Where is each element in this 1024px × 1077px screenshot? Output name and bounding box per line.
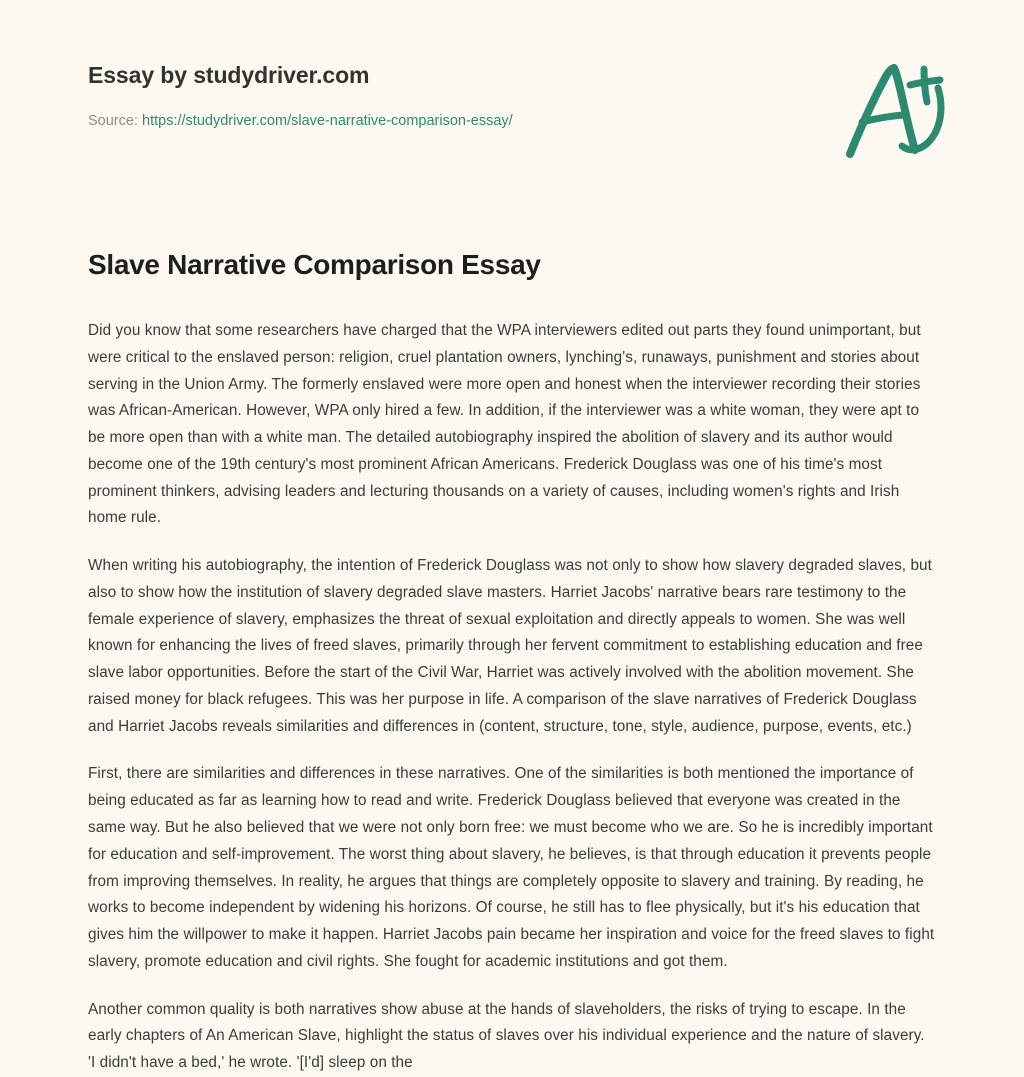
page-title: Slave Narrative Comparison Essay <box>88 249 541 280</box>
paragraph: First, there are similarities and differences in these narratives. One of the similarities is both mentioned the importance of being educated as far as learning how to read and write. Frederick Douglass believed that everyone was created in the same way. But he also believed that we were not only born free: we must become who we are. So he is incredibly important for education and self-improvement. The worst thing about slavery, he believes, is that through education it prevents people from improving themselves. In reality, he argues that things are completely opposite to slavery and training. By reading, he works to become independent by widening his horizons. Of course, he still has to flee physically, but it's his education that gives him the willpower to make it happen. Harriet Jacobs pain became her inspiration and voice for the freed slaves to fight slavery, promote education and civil rights. She fought for academic institutions and got them. <box>88 765 935 970</box>
source-url-link[interactable]: https://studydriver.com/slave-narrative-comparison-essay/ <box>142 112 513 129</box>
source-label: Source: <box>88 112 138 129</box>
paragraph: Another common quality is both narratives show abuse at the hands of slaveholders, the risks of trying to escape. In the early chapters of An American Slave, highlight the status of slaves over his individual experience and the nature of slavery. 'I didn't have a bed,' he wrote. '[I'd] sleep on the <box>88 1000 925 1072</box>
studydriver-a-plus-logo-icon <box>842 58 952 162</box>
page-header <box>0 0 1024 175</box>
article-body <box>0 175 1024 1077</box>
paragraph: When writing his autobiography, the intention of Frederick Douglass was not only to show how slavery degraded slaves, but also to show how the institution of slavery degraded slave masters. Harriet Jacobs' narrative bears rare testimony to the female experience of slavery, emphasizes the threat of sexual exploitation and directly appeals to women. She was well known for enhancing the lives of freed slaves, primarily through her fervent commitment to establishing education and free slave labor opportunities. Before the start of the Civil War, Harriet was actively involved with the abolition movement. She raised money for black refugees. This was her purpose in life. A comparison of the slave narratives of Frederick Douglass and Harriet Jacobs reveals similarities and differences in (content, structure, tone, style, audience, purpose, events, etc.) <box>88 557 932 735</box>
essay-text <box>88 318 936 1077</box>
paragraph: Did you know that some researchers have charged that the WPA interviewers edited out parts they found unimportant, but were critical to the enslaved person: religion, cruel plantation owners, lynching's, runaways, punishment and stories about serving in the Union Army. The formerly enslaved were more open and honest when the interviewer recording their stories was African-American. However, WPA only hired a few. In addition, if the interviewer was a white woman, they were apt to be more open than with a white man. The detailed autobiography inspired the abolition of slavery and its author would become one of the 19th century's most prominent African Americans. Frederick Douglass was one of his time's most prominent thinkers, advising leaders and lecturing thousands on a variety of causes, including women's rights and Irish home rule. <box>88 322 921 527</box>
byline: Essay by studydriver.com <box>88 62 370 88</box>
source-line <box>88 112 936 131</box>
